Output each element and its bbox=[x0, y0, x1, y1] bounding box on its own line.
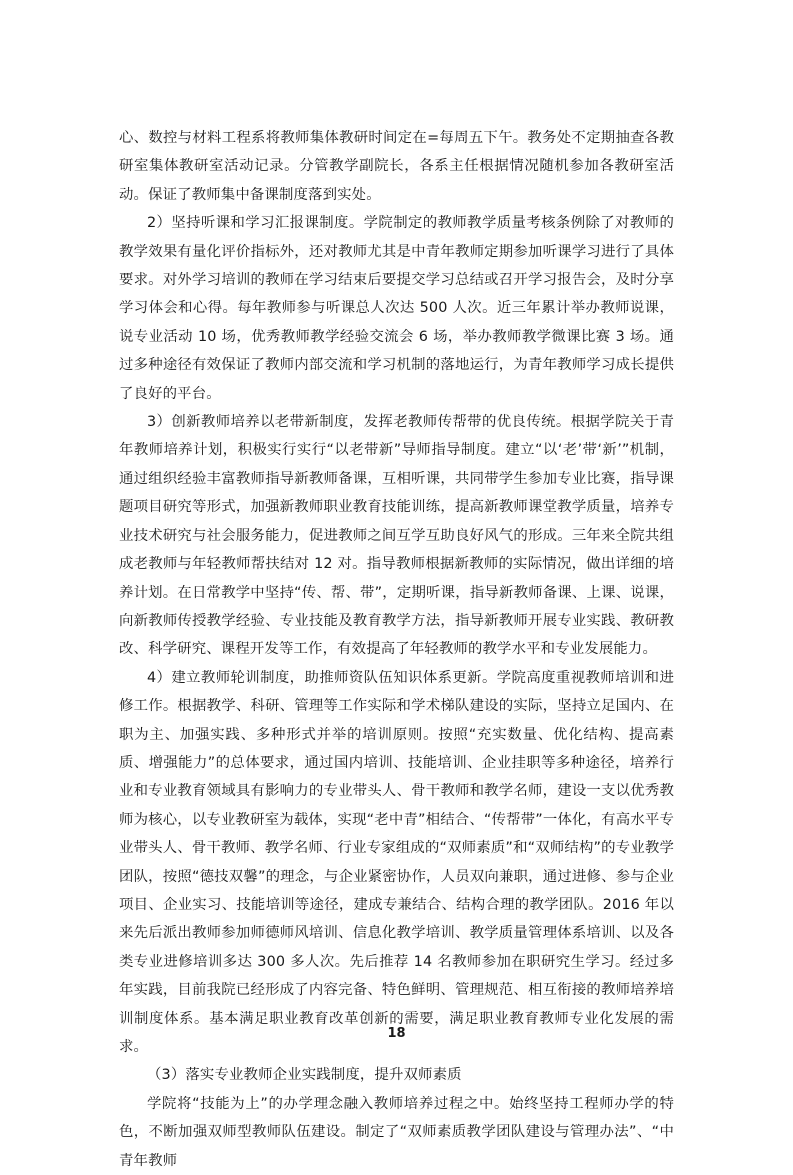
paragraph-mentoring: 3）创新教师培养以老带新制度，发挥老教师传帮带的优良传统。根据学院关于青年教师培养计划，积极实行实行“以老带新”导师指导制度。建立“以‘老’带‘新’”机制，通过组织经验丰富教师指导新教师备课，互相听课，共同带学生参加专业比赛，指导课题项目研究等形式，加强新教师职业教育技能训练，提高新教师课堂教学质量，培养专业技术研究与社会服务能力，促进教师之间互学互助良好风气的形成。三年来全院共组成老教师与年轻教师帮扶结对 12 对。指导教师根据新教师的实际情况，做出详细的培养计划。在日常教学中坚持“传、帮、带”，定期听课，指导新教师备课、上课、说课，向新教师传授教学经验、专业技能及教育教学方法，指导新教师开展专业实践、教研教改、科学研究、课程开发等工作，有效提高了年轻教师的教学水平和专业发展能力。 bbox=[119, 414, 674, 658]
paragraph-dual-qualified: 学院将“技能为上”的办学理念融入教师培养过程之中。始终坚持工程师办学的特色，不断加强双师型教师队伍建设。制定了“双师素质教学团队建设与管理办法”、“中青年教师 bbox=[119, 1095, 674, 1169]
document-body bbox=[119, 124, 674, 1175]
section-heading: （3）落实专业教师企业实践制度，提升双师素质 bbox=[147, 1067, 462, 1084]
paragraph-rotation-training: 4）建立教师轮训制度，助推师资队伍知识体系更新。学院高度重视教师培训和进修工作。根据教学、科研、管理等工作实际和学术梯队建设的实际，坚持立足国内、在职为主、加强实践、多种形式并举的培训原则。按照“充实数量、优化结构、提高素质、增强能力”的总体要求，通过国内培训、技能培训、企业挂职等多种途径，培养行业和专业教育领域具有影响力的专业带头人、骨干教师和教学名师，建设一支以优秀教师为核心，以专业教研室为载体，实现“老中青”相结合、“传帮带”一体化，有高水平专业带头人、骨干教师、教学名师、行业专家组成的“双师素质”和“双师结构”的专业教学团队，按照“德技双馨”的理念，与企业紧密协作，人员双向兼职，通过进修、参与企业项目、企业实习、技能培训等途径，建成专兼结合、结构合理的教学团队。2016 年以来先后派出教师参加师德师风培训、信息化教学培训、教学质量管理体系培训、以及各类专业进修培训多达 300 多人次。先后推荐 14 名教师参加在职研究生学习。经过多年实践，目前我院已经形成了内容完备、特色鲜明、管理规范、相互衔接的教师培养培训制度体系。基本满足职业教育改革创新的需要，满足职业教育教师专业化发展的需求。 bbox=[119, 669, 674, 1055]
paragraph-continued: 心、数控与材料工程系将教师集体教研时间定在=每周五下午。教务处不定期抽查各教研室集体教研室活动记录。分管教学副院长，各系主任根据情况随机参加各教研室活动。保证了教师集中备课制度落到实处。 bbox=[119, 130, 674, 203]
paragraph-lecture-listening: 2）坚持听课和学习汇报课制度。学院制定的教师教学质量考核条例除了对教师的教学效果有量化评价指标外，还对教师尤其是中青年教师定期参加听课学习进行了具体要求。对外学习培训的教师在学习结束后要提交学习总结或召开学习报告会，及时分享学习体会和心得。每年教师参与听课总人次达 500 人次。近三年累计举办教师说课，说专业活动 10 场，优秀教师教学经验交流会 6 场，举办教师教学微课比赛 3 场。通过多种途径有效保证了教师内部交流和学习机制的落地运行，为青年教师学习成长提供了良好的平台。 bbox=[119, 215, 674, 402]
page-number: 18 bbox=[387, 1026, 406, 1041]
